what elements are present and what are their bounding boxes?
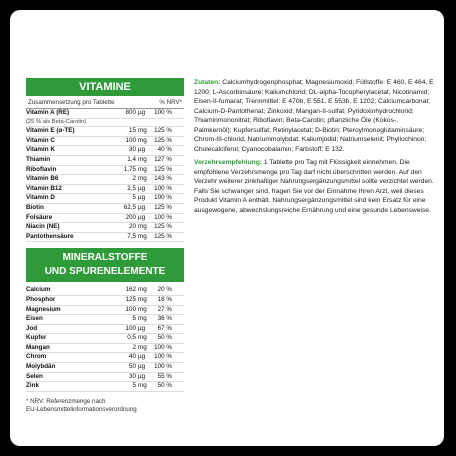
nutrient-unit: mg (138, 334, 147, 342)
nutrient-name: Pantothensäure (26, 232, 74, 240)
nutrient-nrv: 100 % (154, 213, 172, 221)
nutrient-nrv: 100 % (154, 194, 172, 202)
nutrient-nrv: 100 % (154, 109, 172, 116)
table-row (26, 127, 184, 137)
row-note: (25 % als Beta-Carotin) (26, 119, 184, 128)
nutrient-name: Kupfer (26, 334, 47, 342)
mineral-rows (26, 286, 184, 392)
nutrient-name: Vitamin E (α-TE) (26, 127, 75, 135)
nutrient-name: Zink (26, 382, 39, 390)
nutrient-name: Thiamin (26, 155, 51, 163)
nutrient-unit: mg (138, 165, 147, 173)
nutrient-unit: mg (138, 286, 147, 294)
nutrient-nrv: 127 % (154, 155, 172, 163)
nutrient-amount: 30 (128, 146, 136, 154)
nutrient-amount: 50 (128, 363, 136, 371)
header-composition: Zusammensetzung pro Tablette (28, 99, 115, 106)
footnote (26, 398, 184, 414)
table-row (26, 306, 184, 316)
table-row (26, 315, 184, 325)
footnote-line1: * NRV: Referenzmenge nach (26, 397, 106, 405)
nutrient-name: Vitamin B6 (26, 175, 59, 183)
nutrition-table (26, 78, 184, 414)
nutrient-unit: mg (138, 155, 147, 163)
nutrient-unit: mg (138, 305, 147, 313)
table-row (26, 325, 184, 335)
table-row (26, 109, 184, 119)
nutrient-nrv: 100 % (154, 343, 172, 351)
nutrient-unit: mg (138, 127, 147, 135)
label-panel (10, 10, 444, 446)
nutrient-unit: µg (138, 213, 146, 221)
nutrient-amount: 30 (128, 372, 136, 380)
nutrient-name: Chrom (26, 353, 47, 361)
table-row (26, 146, 184, 156)
ingredients-label: Zutaten: (194, 79, 221, 86)
table-row (26, 334, 184, 344)
usage-paragraph (194, 158, 434, 215)
nutrient-nrv: 125 % (154, 165, 172, 173)
nutrient-nrv: 100 % (154, 363, 172, 371)
nutrient-amount: 100 (125, 305, 136, 313)
table-row (26, 363, 184, 373)
nutrient-nrv: 40 % (157, 146, 172, 154)
nutrient-name: Magnesium (26, 305, 61, 313)
nutrient-name: Jod (26, 324, 38, 332)
nutrient-nrv: 18 % (157, 295, 172, 303)
nutrient-name: Phosphor (26, 295, 56, 303)
nutrient-nrv: 50 % (157, 382, 172, 390)
nutrient-unit: µg (138, 324, 146, 332)
nutrient-amount: 1,75 (123, 165, 136, 173)
nutrient-amount: 100 (125, 136, 136, 144)
nutrient-name: Eisen (26, 315, 43, 323)
nutrient-unit: µg (138, 184, 146, 192)
nutrient-unit: µg (138, 353, 146, 361)
nutrient-unit: µg (138, 203, 146, 211)
nutrient-amount: 5 (132, 315, 136, 323)
nutrient-amount: 5 (132, 382, 136, 390)
nutrient-nrv: 125 % (154, 136, 172, 144)
nutrient-amount: 20 (128, 223, 136, 231)
nutrient-unit: mg (138, 232, 147, 240)
table-row (26, 353, 184, 363)
nutrient-amount: 800 (125, 109, 136, 116)
nutrient-unit: µg (138, 109, 146, 116)
nutrient-amount: 162 (125, 286, 136, 294)
nutrient-nrv: 125 % (154, 127, 172, 135)
nutrient-amount: 62,5 (123, 203, 136, 211)
nutrient-unit: µg (138, 146, 146, 154)
text-column (194, 78, 434, 219)
nutrient-name: Vitamin K (26, 146, 55, 154)
nutrient-unit: µg (138, 194, 146, 202)
nutrient-nrv: 125 % (154, 203, 172, 211)
nutrient-name: Mangan (26, 343, 50, 351)
table-row (26, 204, 184, 214)
nutrient-name: Niacin (NE) (26, 223, 60, 231)
minerals-heading (26, 248, 184, 282)
nutrient-unit: mg (138, 175, 147, 183)
nutrient-nrv: 55 % (157, 372, 172, 380)
table-row (26, 194, 184, 204)
nutrient-name: Calcium (26, 286, 51, 294)
header-nrv: % NRV* (159, 99, 182, 106)
nutrient-nrv: 143 % (154, 175, 172, 183)
nutrient-amount: 2,5 (127, 184, 136, 192)
nutrient-name: Vitamin A (RE) (26, 109, 70, 116)
nutrient-amount: 200 (125, 213, 136, 221)
table-row (26, 382, 184, 392)
nutrient-unit: µg (138, 363, 146, 371)
nutrient-unit: mg (138, 223, 147, 231)
nutrient-nrv: 36 % (157, 315, 172, 323)
nutrient-amount: 100 (125, 324, 136, 332)
nutrient-nrv: 20 % (157, 286, 172, 294)
nutrient-nrv: 125 % (154, 232, 172, 240)
table-header (26, 96, 184, 109)
nutrient-unit: mg (138, 382, 147, 390)
vitamin-rows (26, 109, 184, 242)
nutrient-nrv: 100 % (154, 184, 172, 192)
nutrient-amount: 0,5 (127, 334, 136, 342)
nutrient-name: Folsäure (26, 213, 53, 221)
nutrient-amount: 2 (132, 343, 136, 351)
nutrient-amount: 40 (128, 353, 136, 361)
nutrient-unit: mg (138, 295, 147, 303)
nutrient-amount: 1,4 (127, 155, 136, 163)
table-row (26, 175, 184, 185)
nutrient-nrv: 27 % (157, 305, 172, 313)
table-row (26, 166, 184, 176)
nutrient-unit: mg (138, 315, 147, 323)
table-row (26, 185, 184, 195)
ingredients-paragraph (194, 78, 434, 154)
minerals-heading-line1: MINERALSTOFFE (62, 252, 148, 264)
nutrient-unit: µg (138, 372, 146, 380)
table-row (26, 233, 184, 243)
nutrient-nrv: 125 % (154, 223, 172, 231)
nutrient-amount: 5 (132, 194, 136, 202)
nutrient-name: Molybdän (26, 363, 56, 371)
table-row (26, 223, 184, 233)
nutrient-nrv: 67 % (157, 324, 172, 332)
nutrient-unit: mg (138, 136, 147, 144)
minerals-heading-line2: UND SPURENELEMENTE (44, 266, 166, 278)
nutrient-name: Vitamin B12 (26, 184, 62, 192)
nutrient-name: Biotin (26, 203, 44, 211)
footnote-line2: EU-Lebensmittelinformationsverordnung (26, 405, 137, 413)
table-row (26, 373, 184, 383)
table-row (26, 286, 184, 296)
table-row (26, 344, 184, 354)
table-row (26, 156, 184, 166)
nutrient-nrv: 50 % (157, 334, 172, 342)
nutrient-amount: 7,5 (127, 232, 136, 240)
nutrient-unit: mg (138, 343, 147, 351)
table-row (26, 296, 184, 306)
nutrient-name: Riboflavin (26, 165, 57, 173)
usage-label: Verzehrsempfehlung: (194, 159, 263, 166)
vitamins-heading: VITAMINE (26, 78, 184, 96)
table-row (26, 137, 184, 147)
table-row (26, 214, 184, 224)
usage-text: 1 Tablette pro Tag mit Flüssigkeit einnehmen. Die empfohlene Verzehrsmenge pro Tag darf nicht überschritten werden. Auf den Verzehr weiterer zinkhaltiger Nahrungsergänzungsmittel sollte verzichtet werden. Falls Sie schwanger sind, fragen Sie vor der Einnahme Ihren Arzt, weil dieses Produkt Vitamin A enthält. Nahrungsergänzungsmittel sind kein Ersatz für eine ausgewogene, abwechslungsreiche Ernährung und eine gesunde Lebensweise. (194, 159, 434, 214)
nutrient-name: Vitamin C (26, 136, 55, 144)
ingredients-text: Calciumhydrogenphosphat; Magnesiumoxid; Füllstoffe: E 460, E 464, E 1200; L-Ascorbinsäure; Kaliumchlorid; DL-alpha-Tocopherylacetat; Nicotinamid; Eisen-II-fumarat; Trennmittel: E 470b, E 551, E 553b, E 1202; Calciumcarbonat; Calcium-D-Pantothenat; Zinkoxid; Mangan-II-sulfat; Pyridoxinhydrochlorid; Thiaminmononitrat; Riboflavin; Beta-Carotin; pflanzliche Öle (Kokos-, Palmkernöl); Kupfersulfat; Retinylacetat; D-Biotin; Pteroylmonoglutaminsäure; Chrom-III-chlorid; Natriummolybdat; Kaliumjodid; Natriumselenit; Phyllochinon; Cholecalciferol; Cyanocobalamin; Farbstoff: E 132. (194, 79, 434, 153)
nutrient-amount: 125 (125, 295, 136, 303)
nutrient-nrv: 100 % (154, 353, 172, 361)
nutrient-name: Vitamin D (26, 194, 55, 202)
nutrient-name: Selen (26, 372, 43, 380)
nutrient-amount: 2 (132, 175, 136, 183)
nutrient-amount: 15 (128, 127, 136, 135)
